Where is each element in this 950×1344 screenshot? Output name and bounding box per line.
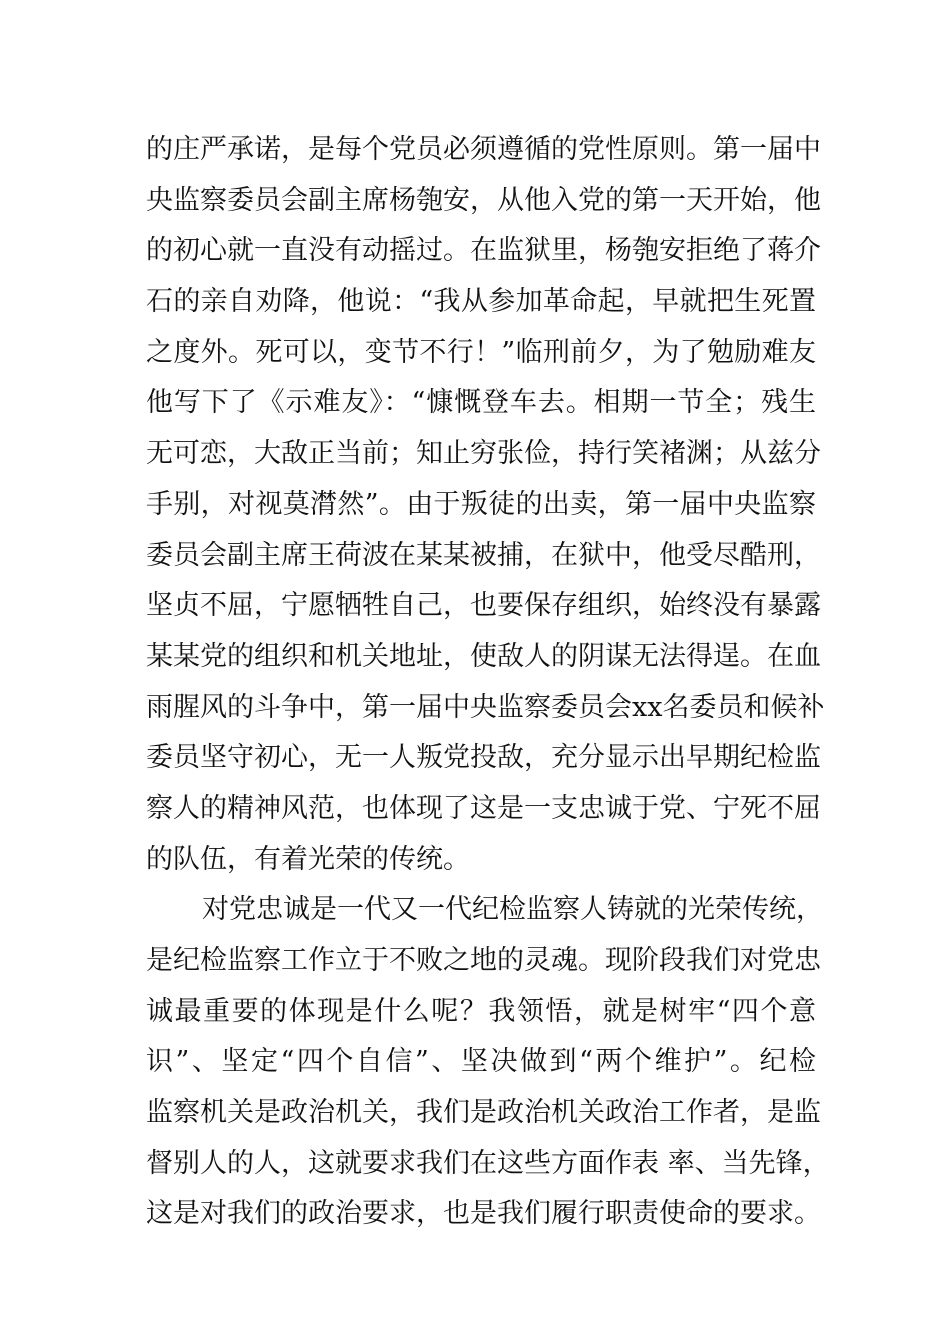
- text-line: 的初心就一直没有动摇过。在监狱里，杨匏安拒绝了蒋介: [146, 235, 821, 267]
- text-line: 之度外。死可以，变节不行！”临刑前夕，为了勉励难友: [146, 336, 816, 368]
- text-line: 无可恋，大敌正当前；知止穷张俭，持行笑褚渊；从兹分: [146, 438, 821, 470]
- text-line: 央监察委员会副主席杨匏安，从他入党的第一天开始，他: [146, 184, 821, 216]
- body-text: [146, 125, 830, 1240]
- text-line: 监察机关是政治机关，我们是政治机关政治工作者，是监: [146, 1097, 821, 1129]
- text-line: 这是对我们的政治要求，也是我们履行职责使命的要求。: [146, 1198, 821, 1230]
- text-line: 坚贞不屈，宁愿牺牲自己，也要保存组织，始终没有暴露: [146, 590, 821, 622]
- text-line: 雨腥风的斗争中，第一届中央监察委员会xx名委员和候补: [146, 691, 825, 723]
- paragraph-2: [146, 885, 830, 1240]
- text-line: 是纪检监察工作立于不败之地的灵魂。现阶段我们对党忠: [146, 945, 821, 976]
- text-line: 诚最重要的体现是什么呢？我领悟，就是树牢“四个意: [146, 995, 816, 1027]
- text-line: 他写下了《示难友》：“慷慨登车去。相期一节全；残生: [146, 387, 816, 419]
- text-line: 的队伍，有着光荣的传统。: [146, 843, 470, 875]
- text-line: 对党忠诚是一代又一代纪检监察人铸就的光荣传统，: [202, 894, 823, 926]
- text-line: 石的亲自劝降，他说：“我从参加革命起，早就把生死置: [146, 286, 816, 318]
- text-line: 的庄严承诺，是每个党员必须遵循的党性原则。第一届中: [146, 134, 821, 165]
- text-line: 手别，对视莫潸然”。由于叛徒的出卖，第一届中央监察: [146, 488, 816, 520]
- text-line: 察人的精神风范，也体现了这是一支忠诚于党、宁死不屈: [146, 792, 821, 824]
- text-line: 识”、坚定“四个自信”、坚决做到“两个维护”。纪检: [146, 1046, 816, 1078]
- text-line: 某某党的组织和机关地址，使敌人的阴谋无法得逞。在血: [146, 640, 821, 672]
- text-line: 委员坚守初心，无一人叛党投敌，充分显示出早期纪检监: [146, 742, 821, 774]
- text-line: 委员会副主席王荷波在某某被捕，在狱中，他受尽酷刑，: [146, 539, 821, 571]
- text-line: 督别人的人，这就要求我们在这些方面作表 率、当先锋，: [146, 1147, 830, 1179]
- paragraph-1: [146, 125, 825, 885]
